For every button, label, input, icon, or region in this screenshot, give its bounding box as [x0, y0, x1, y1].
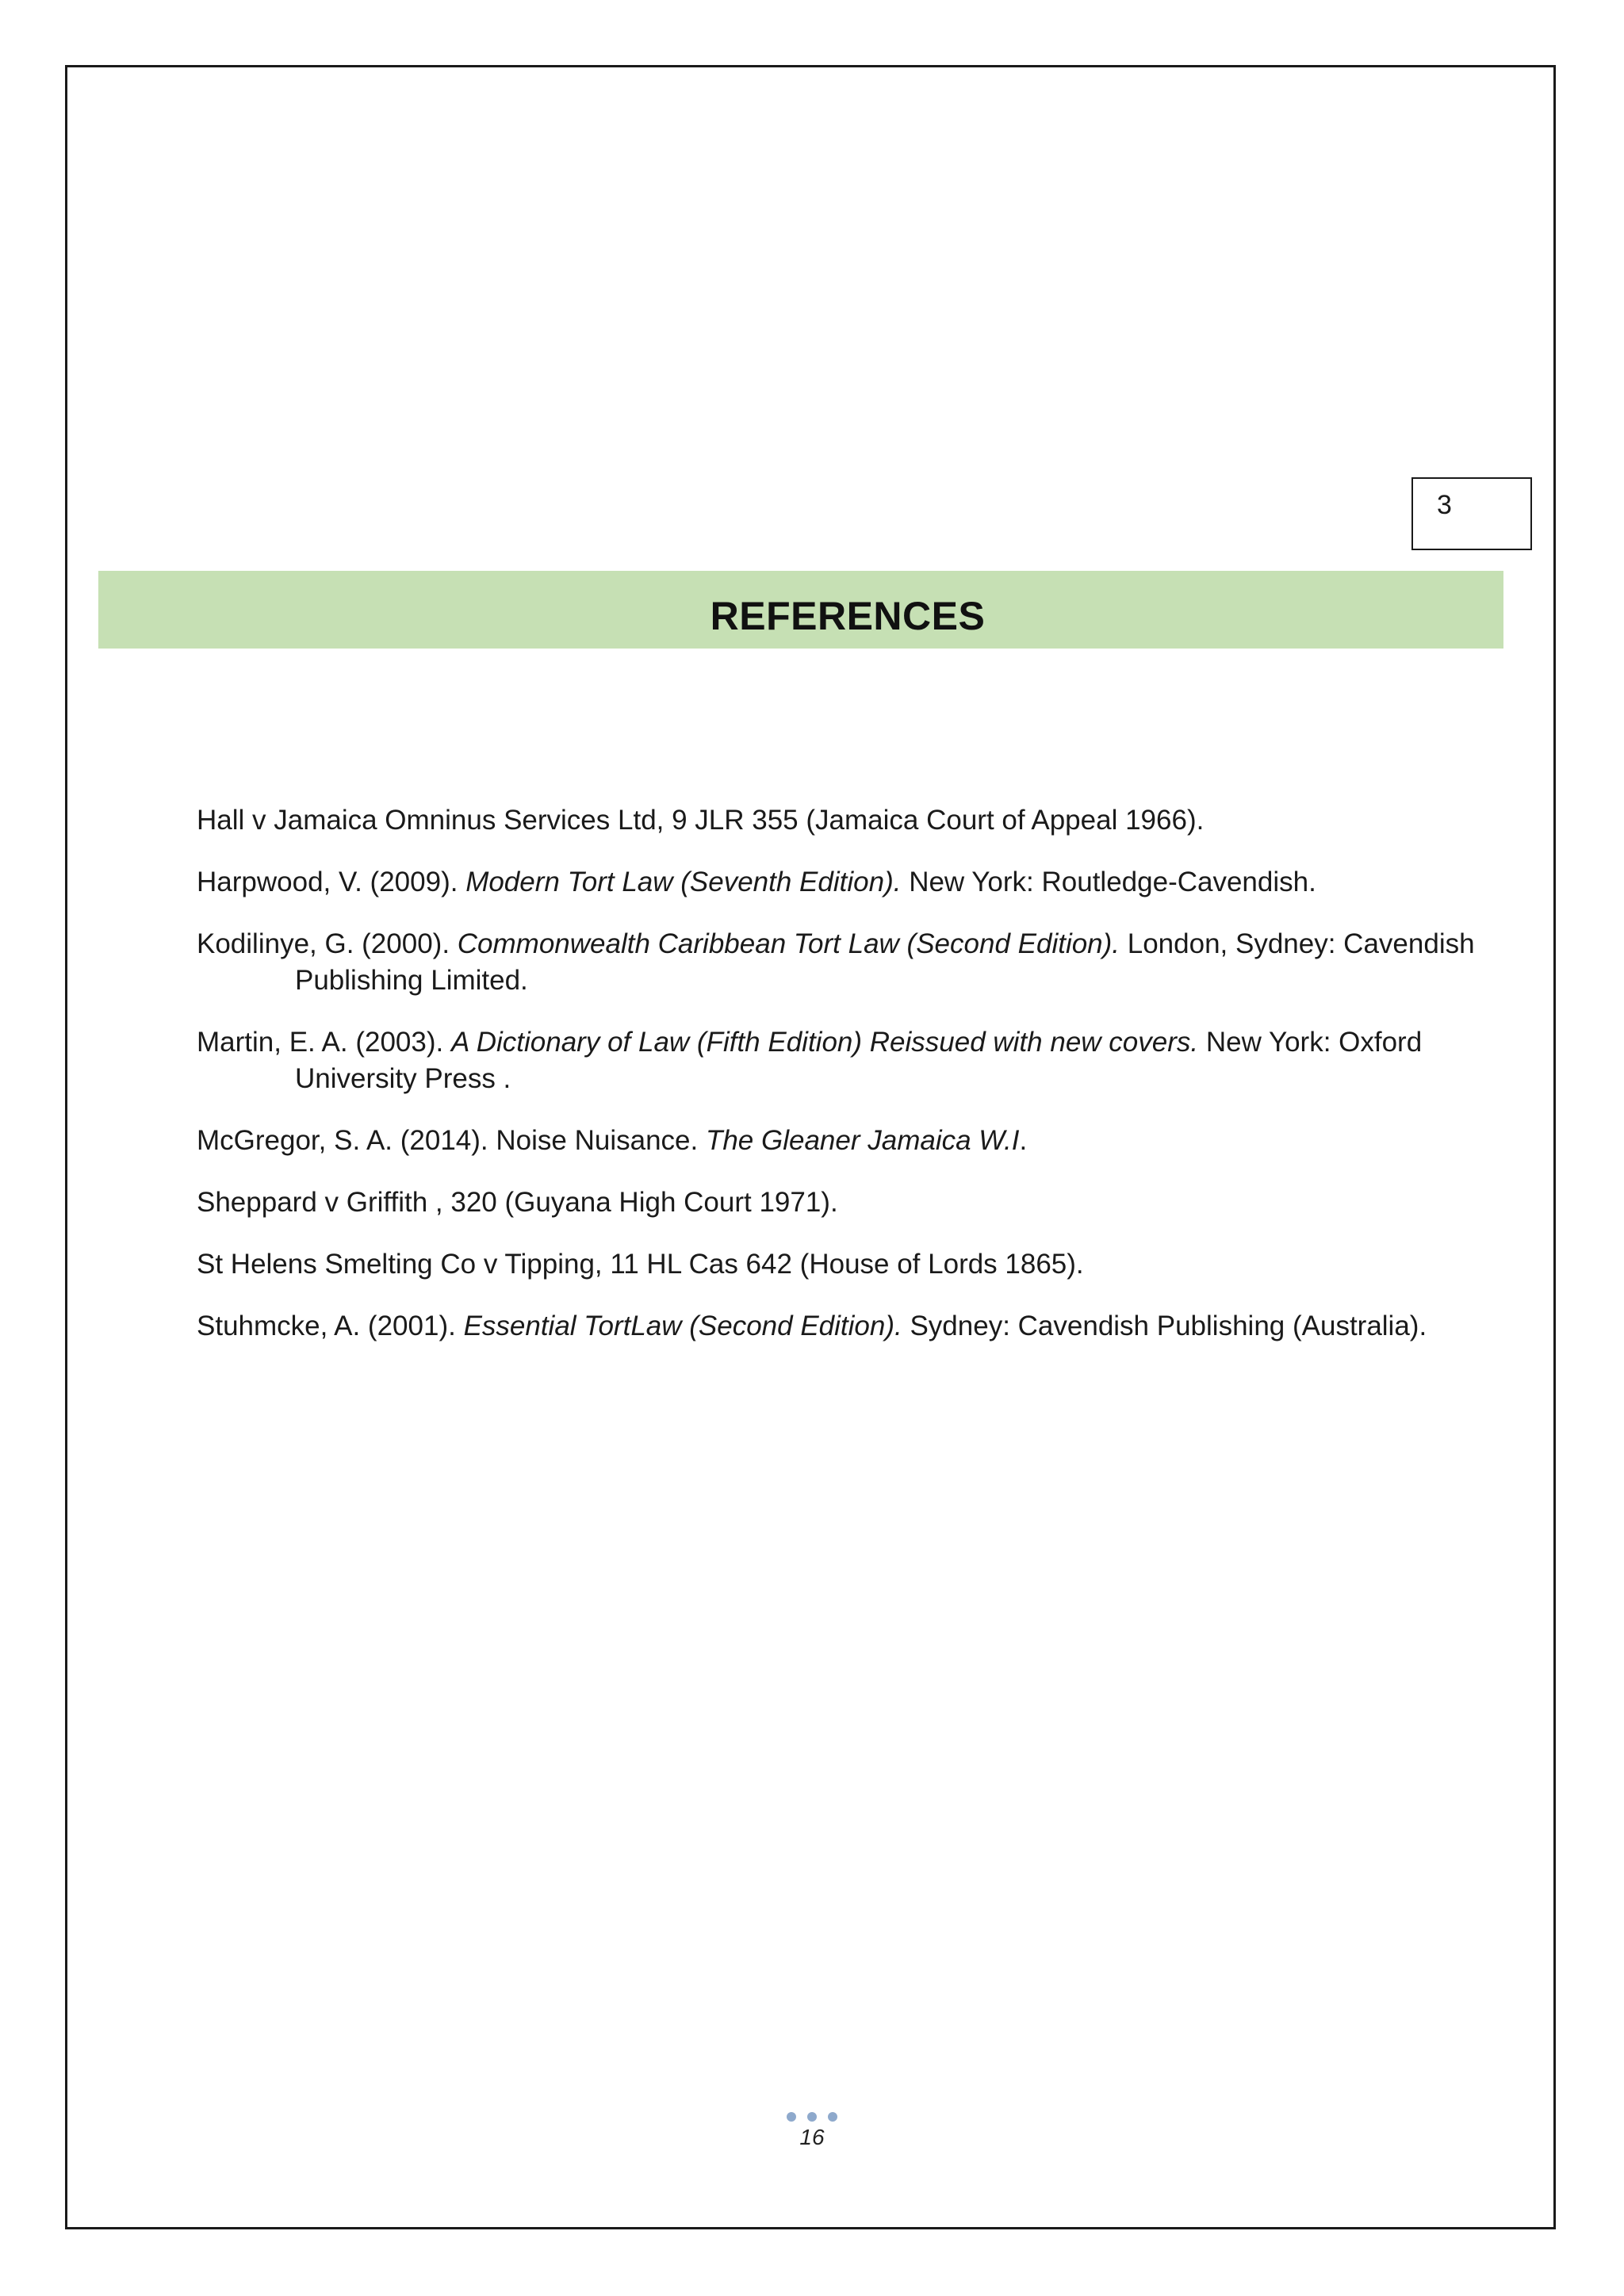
page-title: REFERENCES	[710, 594, 986, 638]
dot-icon	[787, 2112, 796, 2122]
reference-text: Stuhmcke, A. (2001).	[197, 1311, 464, 1341]
reference-title: Essential TortLaw (Second Edition).	[463, 1311, 902, 1341]
reference-text: Martin, E. A. (2003).	[197, 1027, 451, 1058]
reference-entry	[197, 864, 1481, 901]
reference-title: The Gleaner Jamaica W.I	[705, 1125, 1020, 1156]
reference-text: Kodilinye, G. (2000).	[197, 928, 458, 959]
reference-entry	[197, 1024, 1481, 1097]
reference-title: A Dictionary of Law (Fifth Edition) Reissued with new covers.	[450, 1027, 1199, 1058]
section-number-box	[1411, 477, 1532, 550]
dot-icon	[828, 2112, 837, 2122]
reference-text: Hall v Jamaica Omninus Services Ltd, 9 JLR 355 (Jamaica Court of Appeal 1966).	[197, 805, 1205, 836]
reference-publisher: London, Sydney: Cavendish Publishing Limited.	[295, 928, 1475, 996]
reference-title: Commonwealth Caribbean Tort Law (Second Edition).	[457, 928, 1120, 959]
page-number: 16	[799, 2125, 825, 2149]
reference-entry	[197, 802, 1481, 839]
reference-text: St Helens Smelting Co v Tipping, 11 HL Cas 642 (House of Lords 1865).	[197, 1249, 1084, 1280]
section-number: 3	[1437, 490, 1452, 520]
reference-entry	[197, 1246, 1481, 1283]
reference-text: McGregor, S. A. (2014). Noise Nuisance.	[197, 1125, 706, 1156]
dot-icon	[807, 2112, 817, 2122]
reference-publisher: New York: Routledge-Cavendish.	[901, 867, 1316, 897]
reference-publisher: Sydney: Cavendish Publishing (Australia).	[902, 1311, 1427, 1341]
reference-publisher: .	[1019, 1125, 1028, 1156]
reference-text: Sheppard v Griffith , 320 (Guyana High Court 1971).	[197, 1187, 838, 1218]
reference-entry	[197, 1308, 1481, 1345]
references-heading-band	[98, 571, 1503, 649]
reference-title: Modern Tort Law (Seventh Edition).	[465, 867, 902, 897]
reference-entry	[197, 926, 1481, 999]
reference-entry	[197, 1184, 1481, 1221]
reference-entry	[197, 1123, 1481, 1159]
footer-dots-decoration	[0, 2112, 1624, 2122]
reference-publisher: New York: Oxford University Press .	[295, 1027, 1423, 1094]
references-list	[197, 802, 1481, 1370]
reference-text: Harpwood, V. (2009).	[197, 867, 466, 897]
